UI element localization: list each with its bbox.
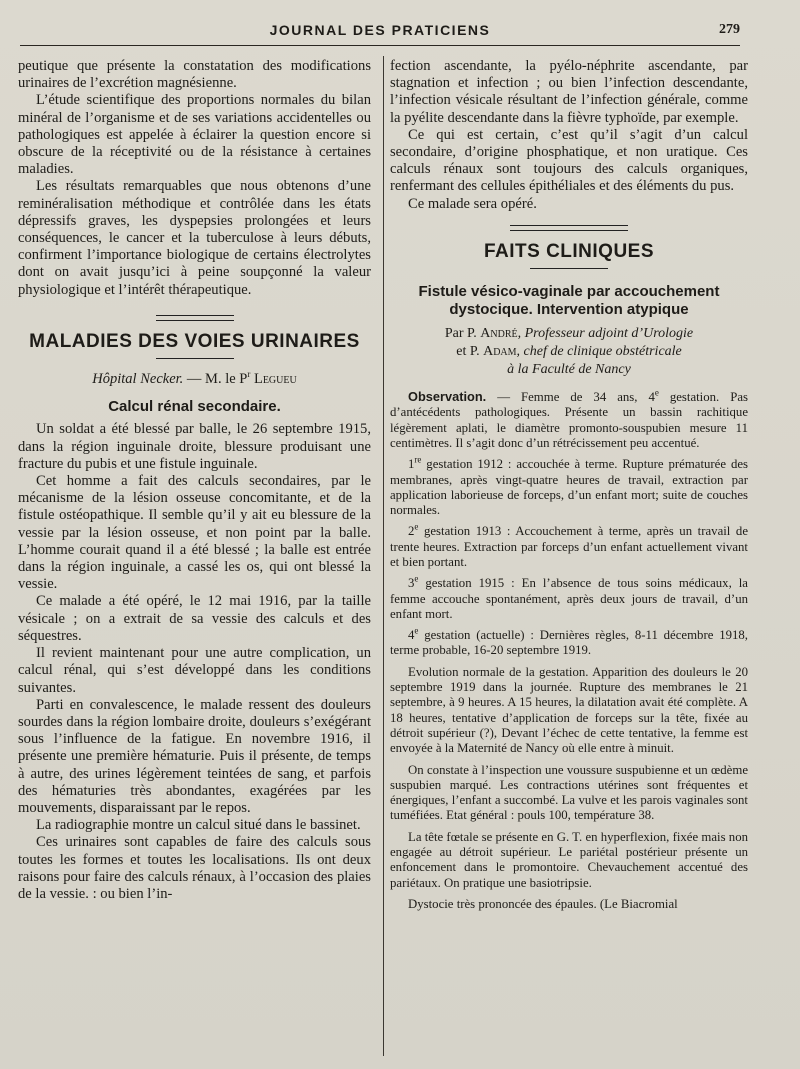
- case-paragraph-2: Cet homme a fait des calculs secondaires, par le mécanisme de la lésion osseuse concomitante, et de la fistule ostéopathique. Il semble qu’il y ait eu blessure de la vessie par la lésion osseuse, et non point par la balle. L’homme courait quand il a été blessé ; la balle est entrée dans la région inguinale, a cassé les os, qui ont blessé la vessie.: [18, 473, 371, 593]
- gestation-2-sup: e: [414, 522, 419, 533]
- page-number: 279: [719, 22, 740, 37]
- observation-text-a: — Femme de 34 ans, 4: [486, 390, 655, 405]
- gestation-3: [390, 576, 748, 622]
- byline-author-2: Adam: [483, 344, 517, 360]
- case-paragraph-1: Un soldat a été blessé par balle, le 26 septembre 1915, dans la région inguinale droite, blessure produisant une fracture du pubis et une fistule inguinale.: [18, 421, 371, 472]
- gestation-1-num: 1: [408, 457, 415, 472]
- section-divider: [156, 315, 234, 321]
- gestation-3-text: gestation 1915 : En l’absence de tous soins médicaux, la femme accouche spontanément, après deux jours de travail, d’un enfant mort.: [390, 576, 748, 621]
- fetal-head-paragraph: La tête fœtale se présente en G. T. en hyperflexion, fixée mais non engagée au détroit supérieur. Le pariétal postérieur présente un enfoncement dans le promontoire. Chevauchement accentué des pariétaux. On pratique une basiotripsie.: [390, 829, 748, 890]
- observation-block: [390, 389, 748, 912]
- observation-text-b: gestation. Pas d’antécédents pathologiques. Présente un bassin rachitique légèrement aplati, le diamètre promonto-souspubien mesure 11 centimètres. Il s’agit donc d’un rétrécissement peu accentué.: [390, 390, 748, 450]
- section-title-clinical: FAITS CLINIQUES: [483, 240, 655, 262]
- inspection-paragraph: On constate à l’inspection une voussure suspubienne et un œdème suspubien marqué. Les contractions utérines sont fréquentes et énergiques, l’enfant a succombé. La vulve et les parois vaginales sont tuméfiées. Etat général : pouls 100, température 38.: [390, 762, 748, 823]
- header-rule: [20, 45, 740, 46]
- author-name: Legueu: [250, 371, 297, 388]
- byline-line-2: [390, 343, 748, 361]
- gestation-2-num: 2: [408, 524, 415, 539]
- gestation-3-sup: e: [414, 574, 419, 585]
- intro-paragraph-1: peutique que présente la constatation des modifications urinaires de l’excrétion magnésienne.: [18, 58, 371, 92]
- observation-paragraph: [390, 389, 748, 451]
- article-byline: [390, 325, 748, 379]
- case-paragraph-3: Ce malade a été opéré, le 12 mai 1916, par la taille vésicale ; on a extrait de sa vessie des calculs et des séquestres.: [18, 593, 371, 644]
- byline-line-3: à la Faculté de Nancy: [507, 362, 631, 378]
- intro-paragraph-2: L’étude scientifique des proportions normales du bilan minéral de l’organisme et de ses variations accidentelles ou pathologiques est appelée à éclairer la question encore si obscure de la réceptivité ou de la résistance à certaines maladies.: [18, 92, 371, 178]
- title-underline: [156, 358, 234, 359]
- dystocia-paragraph: Dystocie très prononcée des épaules. (Le Biacromial: [408, 896, 678, 911]
- column-divider: [383, 56, 384, 1056]
- byline-et: et P.: [456, 344, 484, 360]
- gestation-1: [390, 454, 748, 518]
- case-title: Calcul rénal secondaire.: [108, 398, 281, 416]
- author-prefix: — M. le P: [183, 371, 248, 388]
- byline-role-1: , Professeur adjoint d’Urologie: [517, 326, 694, 342]
- case-paragraph-7: Ces urinaires sont capables de faire des calculs sous toutes les formes et toutes les localisations. Ils ont deux raisons pour faire des calculs rénaux, à l’occasion des plaies de la vessie. : ou bien l’in-: [18, 834, 371, 902]
- evolution-paragraph: Evolution normale de la gestation. Apparition des douleurs le 20 septembre 1919 dans la journée. Rupture des membranes le 21 septembre, à 9 heures. A 15 heures, la dilatation avait été complète. A 18 heures, tentative d’application de forceps sur la tête, fixée au détroit supérieur (?), Devant l’échec de cette tentative, la femme est envoyée à la Maternité de Nancy où elle entre à minuit.: [390, 664, 748, 756]
- byline-line-1: [390, 325, 748, 343]
- hospital-attribution: [18, 371, 371, 388]
- byline-role-2: , chef de clinique obstétricale: [516, 344, 682, 360]
- case-paragraph-4: Il revient maintenant pour une autre complication, un calcul rénal, qui s’est développé dans les conditions suivantes.: [18, 645, 371, 696]
- gestation-4-sup: e: [414, 625, 419, 636]
- gestation-4: [390, 625, 748, 659]
- right-column: [390, 58, 748, 912]
- gestation-1-sup: re: [414, 454, 422, 465]
- observation-sup: e: [654, 387, 659, 398]
- continuation-paragraph-2: Ce qui est certain, c’est qu’il s’agit d’un calcul secondaire, d’origine phosphatique, et non uratique. Ces calculs rénaux sont toujours des calculs organiques, renfermant des cellules épithéliales et des éléments du pus.: [390, 126, 748, 195]
- journal-title: JOURNAL DES PRATICIENS: [269, 22, 491, 38]
- gestation-3-num: 3: [408, 576, 415, 591]
- observation-label: Observation.: [408, 389, 487, 405]
- page-header: [20, 18, 740, 44]
- left-column: [18, 58, 371, 903]
- gestation-4-num: 4: [408, 628, 415, 643]
- case-paragraph-6: La radiographie montre un calcul situé dans le bassinet.: [36, 817, 361, 834]
- article-title: Fistule vésico-vaginale par accouchement dystocique. Intervention atypique: [418, 283, 720, 319]
- byline-author-1: André: [480, 326, 518, 342]
- hospital-name: Hôpital Necker.: [92, 371, 184, 388]
- case-paragraph-5: Parti en convalescence, le malade ressent des douleurs sourdes dans la région lombaire droite, douleurs s’exégérant sous l’influence de la fatigue. En novembre 1916, il présente une première hématurie. Puis il présente, de temps à autre, des urines légèrement teintées de sang, et parfois des hématuries très abondantes, exagérées par les mouvements, disparaissant par le repos.: [18, 696, 371, 816]
- continuation-paragraph-3: Ce malade sera opéré.: [408, 195, 537, 212]
- author-title-sup: r: [247, 369, 251, 380]
- gestation-1-text: gestation 1912 : accouchée à terme. Rupture prématurée des membranes, après vingt-quatre heures de travail, extraction par application laborieuse de forceps, d’un enfant mort; suite de couches normales.: [390, 457, 748, 518]
- intro-paragraph-3: Les résultats remarquables que nous obtenons d’une reminéralisation méthodique et contrôlée dans les états dépressifs graves, les dyspepsies prolongées et leurs conséquences, le cancer et la tuberculose à leurs débuts, confirment l’importance biologique de certains électrolytes dont on avait jusqu’ici à peine soupçonné la valeur physiologique et l’intérêt thérapeutique.: [18, 178, 371, 298]
- gestation-2-text: gestation 1913 : Accouchement à terme, après un travail de trente heures. Extraction par forceps d’un enfant actuellement vivant et bien portant.: [390, 524, 748, 569]
- section-title-urinary: MALADIES DES VOIES URINAIRES: [29, 330, 360, 352]
- section-divider-right: [510, 225, 628, 231]
- continuation-paragraph-1: fection ascendante, la pyélo-néphrite ascendante, par stagnation et infection ; ou bien l’infection descendante, l’infection vésicale résultant de l’infection générale, comme la pyélite descendante dans la fièvre typhoïde, par exemple.: [390, 58, 748, 126]
- gestation-2: [390, 524, 748, 570]
- gestation-4-text: gestation (actuelle) : Dernières règles, 8-11 décembre 1918, terme probable, 16-20 septembre 1919.: [390, 628, 748, 658]
- title-underline-right: [530, 268, 608, 269]
- byline-par: Par P.: [444, 326, 481, 342]
